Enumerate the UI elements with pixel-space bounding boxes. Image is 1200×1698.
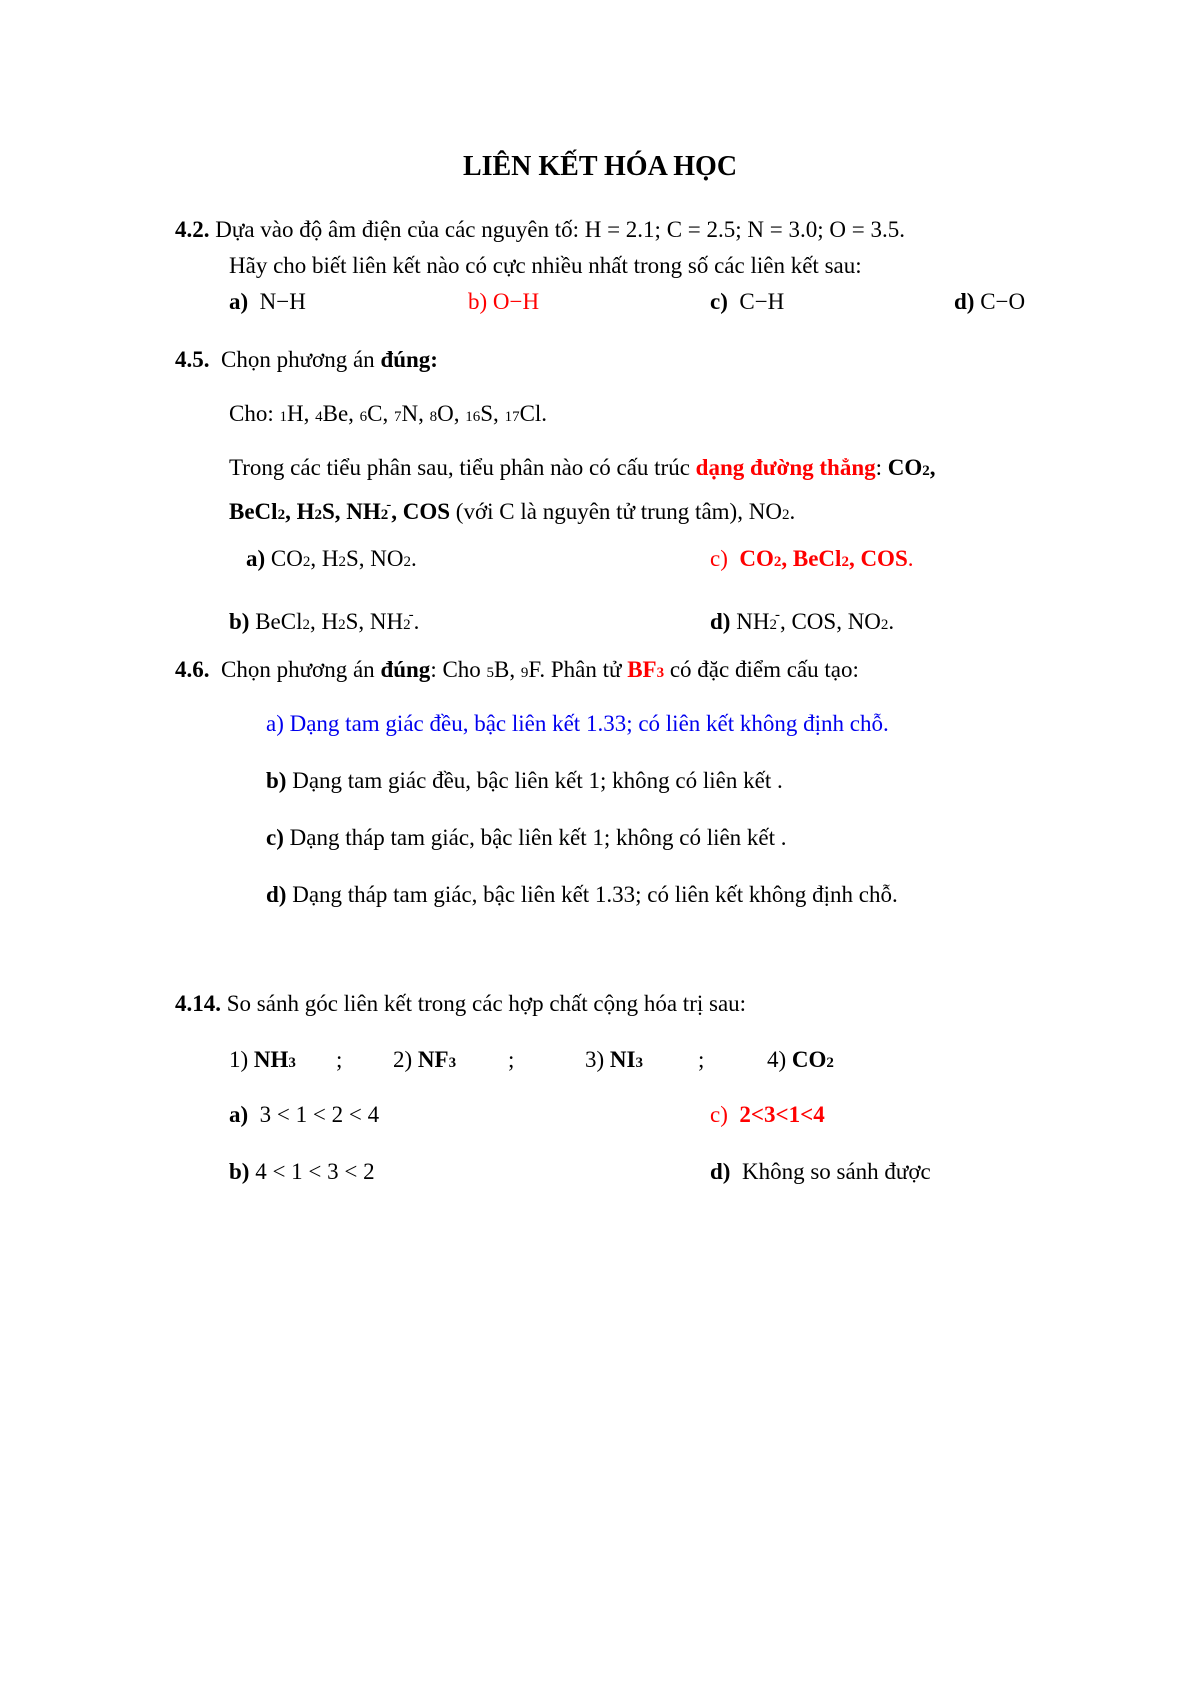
atomic-number: 4 xyxy=(315,409,323,425)
question-text: : Cho xyxy=(430,657,487,682)
subscript: 3 xyxy=(288,1055,296,1071)
option-value: Dạng tam giác đều, bậc liên kết 1; không có liên kết . xyxy=(286,768,783,793)
subscript: 3 xyxy=(656,665,665,681)
question-4-5-lead xyxy=(175,346,438,374)
item-label: 2) xyxy=(393,1047,418,1072)
option-key: c) xyxy=(710,1102,728,1127)
element-symbol: O, xyxy=(437,401,466,426)
punct: , xyxy=(391,499,403,524)
option-value: C−H xyxy=(739,289,785,314)
formula: H xyxy=(321,609,339,634)
option-key: b) xyxy=(229,1159,250,1184)
option-key: c) xyxy=(710,289,728,314)
option-value: Không so sánh được xyxy=(741,1159,931,1184)
subscript: 2 xyxy=(781,507,790,523)
option-key: d) xyxy=(710,1159,731,1184)
option-a-correct: a) Dạng tam giác đều, bậc liên kết 1.33; có liên kết không định chỗ. xyxy=(266,711,889,736)
option-b xyxy=(229,608,419,639)
option-key: b) xyxy=(266,768,287,793)
question-number: 4.6. xyxy=(175,657,210,682)
subscript: 2 xyxy=(277,507,286,523)
formula: NO xyxy=(847,609,881,634)
formula: COS xyxy=(860,546,908,571)
question-text: So sánh góc liên kết trong các hợp chất cộng hóa trị sau: xyxy=(226,991,747,1016)
punct: , xyxy=(358,546,371,571)
compound-2 xyxy=(393,1046,456,1077)
item-label: 1) xyxy=(229,1047,254,1072)
compound-4 xyxy=(767,1046,834,1077)
subscript: 3 xyxy=(448,1055,457,1071)
subscript: 2 xyxy=(769,617,777,633)
punct: , xyxy=(358,609,370,634)
formula-bf3: BF xyxy=(627,657,657,682)
option-key: c) xyxy=(266,825,284,850)
question-emphasis: đúng xyxy=(380,657,431,682)
option-value: Dạng tháp tam giác, bậc liên kết 1; không có liên kết . xyxy=(283,825,787,850)
option-value: N−H xyxy=(259,289,306,314)
question-number: 4.14. xyxy=(175,991,221,1016)
option-key: d) xyxy=(266,882,287,907)
formula: NF xyxy=(417,1047,449,1072)
formula-co2: CO xyxy=(887,455,923,480)
formula: BeCl xyxy=(792,546,842,571)
question-text: có đặc điểm cấu tạo: xyxy=(664,657,859,682)
option-c-correct xyxy=(710,545,913,576)
question-4-2-line2: Hãy cho biết liên kết nào có cực nhiều nhất trong số các liên kết sau: xyxy=(229,253,862,278)
punct: . xyxy=(789,499,796,524)
option-key: d) xyxy=(710,609,731,634)
atomic-number: 7 xyxy=(394,409,402,425)
subscript: 2 xyxy=(773,554,782,570)
option-key: a) xyxy=(229,1102,249,1127)
formula-h2s-s: S xyxy=(321,499,335,524)
punct: , xyxy=(310,546,322,571)
punct: , xyxy=(779,609,792,634)
subscript: 2 xyxy=(922,463,930,479)
punct: . xyxy=(411,546,417,571)
subscript: 2 xyxy=(841,554,849,570)
option-a xyxy=(229,1101,379,1129)
option-value: 3 < 1 < 2 < 4 xyxy=(259,1102,380,1127)
keyword-linear: dạng đường thẳng xyxy=(695,455,876,480)
atomic-number: 5 xyxy=(486,665,495,681)
option-d xyxy=(710,608,894,639)
option-key: c) xyxy=(710,546,728,571)
separator: ; xyxy=(336,1047,343,1072)
question-text: Chọn phương án xyxy=(221,657,381,682)
punct: , xyxy=(929,455,936,480)
element-symbol: C, xyxy=(367,401,395,426)
option-value: 4 < 1 < 3 < 2 xyxy=(255,1159,375,1184)
item-label: 3) xyxy=(585,1047,610,1072)
superscript: - xyxy=(774,607,780,623)
atomic-number: 17 xyxy=(504,409,520,425)
punct: . xyxy=(907,546,914,571)
option-key: a) xyxy=(246,546,266,571)
question-4-6-lead xyxy=(175,656,859,687)
option-a xyxy=(229,288,306,316)
formula-becl2: BeCl xyxy=(229,499,278,524)
subscript: 2 xyxy=(380,507,389,523)
option-key: a) xyxy=(229,289,249,314)
punct: : xyxy=(875,455,888,480)
formula-nh2: NH xyxy=(346,499,381,524)
formula: NH xyxy=(369,609,404,634)
formula: NI xyxy=(609,1047,636,1072)
option-d xyxy=(710,1158,931,1186)
option-a xyxy=(246,545,417,576)
option-key: d) xyxy=(954,289,975,314)
option-b xyxy=(229,1158,375,1186)
formula: NH xyxy=(253,1047,289,1072)
subscript: 2 xyxy=(314,507,322,523)
subscript: 3 xyxy=(635,1055,643,1071)
subscript: 2 xyxy=(403,617,411,633)
question-4-14-lead xyxy=(175,990,746,1018)
formula-h2s: H xyxy=(296,499,315,524)
option-c xyxy=(266,824,787,852)
compound-3 xyxy=(585,1046,643,1077)
question-number: 4.5. xyxy=(175,347,210,372)
option-d xyxy=(954,288,1025,316)
punct: , xyxy=(309,609,322,634)
punct: , xyxy=(781,546,793,571)
question-text: F. Phân tử xyxy=(528,657,628,682)
item-label: 4) xyxy=(767,1047,792,1072)
subscript: 2 xyxy=(302,617,310,633)
punct: , xyxy=(334,499,347,524)
page-title: LIÊN KẾT HÓA HỌC xyxy=(462,151,738,182)
atomic-number: 6 xyxy=(359,409,368,425)
question-text: (với C là nguyên tử trung tâm), xyxy=(450,499,749,524)
separator: ; xyxy=(698,1047,705,1072)
question-number: 4.2. xyxy=(175,217,210,242)
formula-cos: COS xyxy=(402,499,451,524)
subscript: 2 xyxy=(403,554,412,570)
atomic-number: 16 xyxy=(465,409,481,425)
formula: CO xyxy=(270,546,303,571)
subscript: 2 xyxy=(302,554,311,570)
element-symbol: S, xyxy=(480,401,505,426)
atomic-number: 9 xyxy=(520,665,529,681)
formula: COS xyxy=(791,609,837,634)
punct: , xyxy=(836,609,848,634)
atomic-number: 8 xyxy=(429,409,438,425)
question-text: Trong các tiểu phân sau, tiểu phân nào có cấu trúc xyxy=(229,455,696,480)
punct: . xyxy=(413,609,420,634)
element-symbol: Be, xyxy=(322,401,360,426)
element-symbol: N, xyxy=(401,401,430,426)
separator: ; xyxy=(508,1047,515,1072)
compound-1 xyxy=(229,1046,296,1077)
formula: S xyxy=(346,546,359,571)
option-value: Dạng tháp tam giác, bậc liên kết 1.33; có liên kết không định chỗ. xyxy=(286,882,898,907)
punct: , xyxy=(285,499,297,524)
element-symbol: Cl. xyxy=(519,401,548,426)
subscript: 2 xyxy=(880,617,889,633)
formula-no2: NO xyxy=(748,499,782,524)
punct: , xyxy=(848,546,861,571)
question-text: Dựa vào độ âm điện của các nguyên tố: H = 2.1; C = 2.5; N = 3.0; O = 3.5. xyxy=(215,217,905,242)
option-c-correct xyxy=(710,1101,825,1129)
subscript: 2 xyxy=(338,554,346,570)
atomic-number: 1 xyxy=(279,409,287,425)
option-c xyxy=(710,288,784,316)
superscript: - xyxy=(386,497,392,513)
formula: BeCl xyxy=(255,609,303,634)
subscript: 2 xyxy=(826,1055,834,1071)
option-value: C−O xyxy=(980,289,1026,314)
cho-label: Cho: xyxy=(229,401,280,426)
question-emphasis: đúng: xyxy=(380,347,438,372)
option-value: 2<3<1<4 xyxy=(739,1102,825,1127)
question-text: Chọn phương án xyxy=(221,347,381,372)
element-symbol: H, xyxy=(286,401,316,426)
option-key: b) xyxy=(229,609,250,634)
option-b-correct: b) O−H xyxy=(468,289,540,314)
elements-line xyxy=(229,400,547,431)
option-d xyxy=(266,881,898,909)
element-symbol: B, xyxy=(494,657,521,682)
option-b xyxy=(266,767,783,795)
formula: S xyxy=(345,609,359,634)
question-4-5-text-line2 xyxy=(229,498,795,529)
formula: NO xyxy=(370,546,404,571)
superscript: - xyxy=(408,607,414,623)
formula: CO xyxy=(739,546,774,571)
question-4-5-text-line1 xyxy=(229,454,936,485)
formula: NH xyxy=(736,609,770,634)
formula: H xyxy=(321,546,339,571)
formula: CO xyxy=(791,1047,827,1072)
punct: . xyxy=(888,609,895,634)
question-4-2-line1 xyxy=(175,216,905,244)
subscript: 2 xyxy=(338,617,346,633)
